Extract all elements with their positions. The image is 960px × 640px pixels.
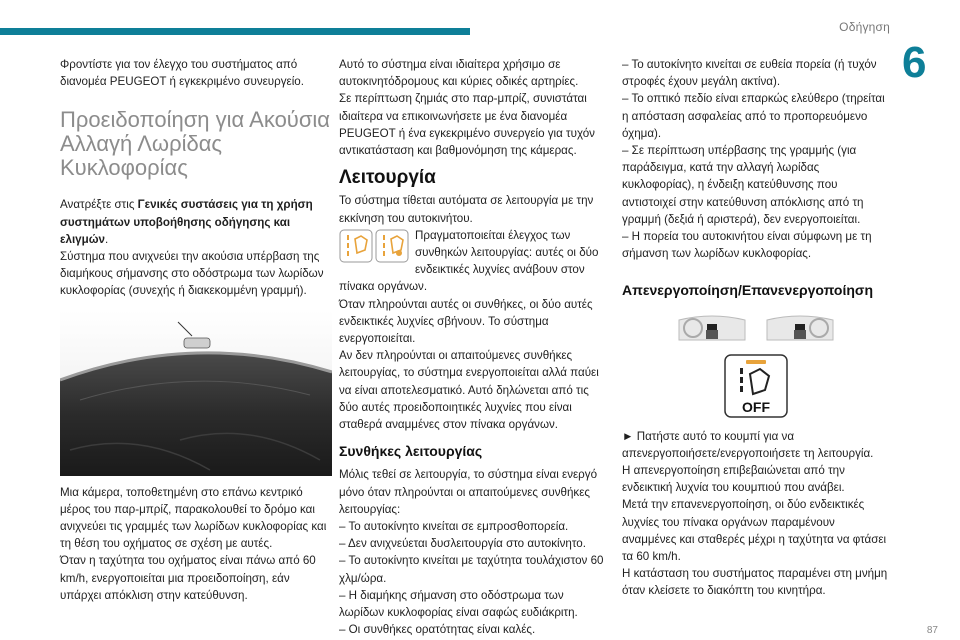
toggle-text-2: Η απενεργοποίηση επιβεβαιώνεται από την ενδεικτική λυχνία του κουμπιού που ανάβει.: [622, 464, 845, 495]
operation-text-3: Όταν πληρούνται αυτές οι συνθήκες, οι δύο αυτές ενδεικτικές λυχνίες σβήνουν. Το σύστημα ενεργοποιείται.: [339, 297, 593, 346]
speed-text: Όταν η ταχύτητα του οχήματος είναι πάνω από 60 km/h, ενεργοποιείται μια προειδοποίηση, εάν υπάρχει απόκλιση στην κατεύθυνση.: [60, 554, 316, 602]
camera-text: Μια κάμερα, τοποθετημένη στο επάνω κεντρικό μέρος του παρ-μπρίζ, παρακολουθεί το δρόμο και ανιχνεύει τις γραμμές των λωρίδων κυκλοφορίας και τη θέση του οχήματος σε σχέση με αυτές.: [60, 485, 327, 551]
dashboard-button-locations: [622, 310, 890, 344]
warning-lights-block: [339, 227, 604, 296]
condition-item: – Δεν ανιχνεύεται δυσλειτουργία στο αυτοκίνητο.: [339, 537, 586, 551]
condition-item: – Το αυτοκίνητο κινείται σε εμπροσθοπορεία.: [339, 520, 569, 534]
dashboard-button-right-icon: [765, 310, 835, 344]
condition-item: – Το αυτοκίνητο κινείται σε ευθεία πορεία (ή τυχόν στροφές έχουν μεγάλη ακτίνα).: [622, 58, 877, 89]
windscreen-text: Σε περίπτωση ζημιάς στο παρ-μπρίζ, συνιστάται ιδιαίτερα να επικοινωνήσετε με ένα διανομέα PEUGEOT ή ένα εγκεκριμένο συνεργείο για τυχόν αντικατάσταση και βαθμονόμηση της κάμερας.: [339, 92, 595, 158]
section-title: Οδήγηση: [839, 20, 890, 34]
toggle-text-4: Η κατάσταση του συστήματος παραμένει στη μνήμη όταν κλείσετε το διακόπτη του κινητήρα.: [622, 567, 888, 598]
dashboard-button-left-icon: [677, 310, 747, 344]
usage-text: Αυτό το σύστημα είναι ιδιαίτερα χρήσιμο σε αυτοκινητόδρομους και κύριες οδικές αρτηρίες.: [339, 58, 579, 89]
condition-item: – Η διαμήκης σήμανση στο οδόστρωμα των λωρίδων κυκλοφορίας είναι σαφώς ευδιάκριτη.: [339, 588, 578, 620]
operation-text-2: Πραγματοποιείται έλεγχος των συνθηκών λειτουργίας: αυτές οι δύο ενδεικτικές λυχνίες ανάβουν στον πίνακα οργάνων.: [339, 228, 599, 294]
reference-text: Ανατρέξτε στις Γενικές συστάσεις για τη χρήση συστημάτων υποβοήθησης οδήγησης και ελιγμών.: [60, 198, 313, 246]
toggle-heading: Απενεργοποίηση/Επανενεργοποίηση: [622, 282, 874, 299]
operation-heading: Λειτουργία: [339, 167, 436, 189]
condition-item: – Οι συνθήκες ορατότητας είναι καλές.: [339, 623, 536, 637]
column-2: [339, 56, 604, 639]
conditions-heading: Συνθήκες λειτουργίας: [339, 443, 483, 460]
section-heading: Προειδοποίηση για Ακούσια Αλλαγή Λωρίδας Κυκλοφορίας: [60, 107, 331, 181]
chapter-number: 6: [902, 38, 927, 87]
toggle-text-3: Μετά την επανενεργοποίηση, οι δύο ενδεικτικές λυχνίες του πίνακα οργάνων παραμένουν αναμμένες και σταθερές μέχρι η ταχύτητα να φτάσει τα 60 km/h.: [622, 498, 887, 564]
condition-item: – Το αυτοκίνητο κινείται με ταχύτητα τουλάχιστον 60 χλμ/ώρα.: [339, 554, 604, 585]
intro-text: Φροντίστε για τον έλεγχο του συστήματος από διανομέα PEUGEOT ή εγκεκριμένο συνευργείο.: [60, 58, 304, 89]
off-label: OFF: [742, 398, 770, 415]
operation-text-4: Αν δεν πληρούνται οι απαιτούμενες συνθήκες λειτουργίας, το σύστημα ενεργοποιείται αλλά παύει να είναι αποτελεσματικό. Αυτό δηλώνεται από τις δύο αυτές προειδοποιητικές λυχνίες που είναι σταθερά αναμμένες στον πίνακα οργάνων.: [339, 349, 599, 432]
condition-item: – Η πορεία του αυτοκινήτου είναι σύμφωνη με τη σήμανση των λωρίδων κυκλοφορίας.: [622, 230, 872, 261]
lane-warning-lights-icon: [339, 229, 409, 263]
operation-text-1: Το σύστημα τίθεται αυτόματα σε λειτουργία με την εκκίνηση του αυτοκινήτου.: [339, 194, 594, 225]
condition-item: – Το οπτικό πεδίο είναι επαρκώς ελεύθερο (τηρείται η απόσταση ασφαλείας από το προπορευόμενο όχημα).: [622, 92, 885, 140]
conditions-intro: Μόλις τεθεί σε λειτουργία, το σύστημα είναι ενεργό μόνο όταν πληρούνται οι απαιτούμενες συνθήκες λειτουργίας:: [339, 468, 598, 516]
page-number: 87: [926, 625, 938, 636]
windshield-camera-illustration: [60, 310, 332, 476]
description-text: Σύστημα που ανιχνεύει την ακούσια υπέρβαση της διαμήκους σήμανσης στο οδόστρωμα των λωρίδων κυκλοφορίας (συνεχής ή διακεκομμένη γραμμή).: [60, 250, 324, 298]
column-1: [60, 56, 332, 604]
condition-item: – Σε περίπτωση υπέρβασης της γραμμής (για παράδειγμα, κατά την αλλαγή λωρίδας κυκλοφορίας), η ένδειξη κατεύθυνσης που αντιστοιχεί στην κατεύθυνση απόκλισης από τη γραμμή (δεξιά ή αριστερά), δεν ενεργοποιείται.: [622, 144, 864, 226]
header-accent-bar: [0, 28, 470, 35]
column-3: [622, 56, 890, 600]
lane-assist-off-button[interactable]: [724, 354, 788, 418]
toggle-text-1: ► Πατήστε αυτό το κουμπί για να απενεργοποιήσετε/ενεργοποιήσετε τη λειτουργία.: [622, 429, 874, 460]
